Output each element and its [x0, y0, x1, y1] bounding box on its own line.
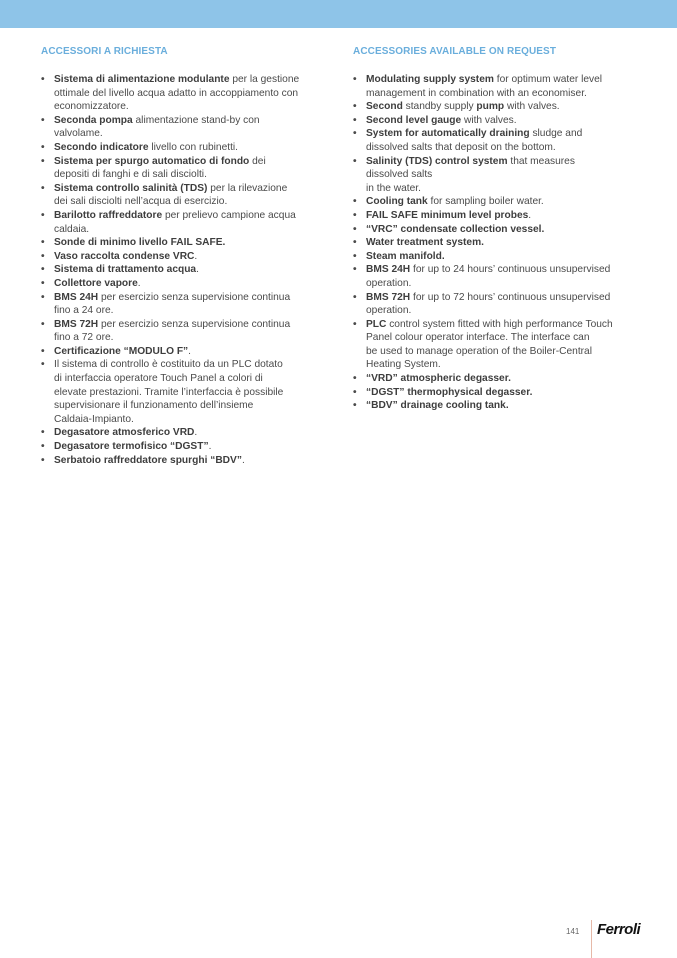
list-item	[353, 127, 643, 154]
item-text: per la rilevazione dei sali disciolti nell’acqua di esercizio.	[54, 182, 288, 208]
item-bold-text: Certificazione “MODULO F”	[54, 345, 189, 357]
item-text: for up to 24 hours’ continuous unsupervised operation.	[366, 264, 611, 289]
item-text: for sampling boiler water.	[427, 196, 544, 208]
item-text: .	[188, 345, 191, 357]
item-text: .	[528, 209, 532, 221]
item-bold-text: Water treatment system.	[366, 237, 484, 249]
list-item	[353, 291, 643, 318]
item-bold-text: BMS 24H	[366, 264, 411, 276]
item-bold-text: Sistema di alimentazione modulante	[54, 74, 230, 85]
list-item	[353, 318, 643, 372]
item-text: per esercizio senza supervisione continua fino a 72 ore.	[54, 318, 291, 344]
item-text: .	[196, 264, 199, 276]
top-color-bar	[0, 0, 677, 28]
ferroli-logo: Ferroli	[597, 921, 641, 938]
item-text: per prelievo campione acqua caldaia.	[54, 209, 296, 235]
item-text: .	[241, 454, 245, 466]
english-accessories-list	[353, 73, 643, 413]
item-bold-text: “DGST” thermophysical degasser.	[366, 386, 533, 398]
italian-heading: ACCESSORI A RICHIESTA	[41, 46, 168, 57]
list-item	[41, 358, 326, 426]
item-text: that measures dissolved salts in the water.	[366, 155, 575, 194]
item-bold-text: Sonde di minimo livello FAIL SAFE.	[54, 237, 226, 249]
list-item	[353, 195, 643, 209]
item-bold-text: BMS 72H	[366, 291, 411, 303]
list-item	[41, 345, 326, 359]
english-heading: ACCESSORIES AVAILABLE ON REQUEST	[353, 46, 557, 57]
list-item	[41, 236, 326, 250]
item-bold-text: Barilotto raffreddatore	[54, 209, 163, 221]
item-text: for up to 72 hours’ continuous unsupervised operation.	[366, 291, 611, 317]
list-item	[41, 263, 326, 277]
item-bold-text: BMS 24H	[54, 291, 99, 303]
item-text: sludge and dissolved salts that deposit on the bottom.	[366, 128, 583, 153]
item-bold-text: Sistema di trattamento acqua	[54, 264, 197, 276]
item-text: .	[194, 427, 198, 439]
item-bold-text: Modulating supply system	[366, 74, 494, 85]
list-item	[41, 114, 326, 141]
item-bold-text: Sistema per spurgo automatico di fondo	[54, 155, 250, 167]
item-bold-text: Degasatore atmosferico VRD	[54, 427, 195, 439]
italian-accessories-list	[41, 73, 326, 467]
item-bold-text: BMS 72H	[54, 318, 99, 330]
item-text: control system fitted with high performance Touch Panel colour operator interface. The interface can be used to manage operation of the Boiler-Central Heating System.	[366, 318, 613, 371]
item-bold-text: Second	[366, 101, 403, 113]
item-bold-text: “VRD” atmospheric degasser.	[366, 373, 511, 385]
item-bold-text: pump	[476, 101, 505, 113]
item-text: dei depositi di fanghi e di sali disciolti.	[54, 155, 266, 181]
item-bold-text: Salinity (TDS) control system	[366, 155, 508, 167]
item-text: standby supply	[402, 101, 477, 113]
item-bold-text: Second level gauge	[366, 114, 462, 126]
list-item	[353, 236, 643, 250]
item-bold-text: FAIL SAFE minimum level probes	[366, 209, 529, 221]
list-item	[41, 182, 326, 209]
item-text: Il sistema di controllo è costituito da un PLC dotato di interfaccia operatore Touch Panel a colori di elevate prestazioni. Tramite l’interfaccia è possibile supervisionare il funzionamento dell’insieme Caldaia-Impianto.	[54, 359, 284, 425]
list-item	[353, 114, 643, 128]
list-item	[353, 386, 643, 400]
footer-divider	[591, 920, 592, 958]
item-bold-text: Secondo indicatore	[54, 141, 149, 153]
italian-column	[41, 46, 326, 467]
item-text: with valves.	[504, 101, 560, 113]
item-text: .	[208, 441, 212, 453]
list-item	[353, 399, 643, 413]
list-item	[41, 250, 326, 264]
item-bold-text: Cooling tank	[366, 196, 428, 208]
item-bold-text: Seconda pompa	[54, 114, 133, 126]
item-text: per la gestione ottimale del livello acqua adatto in accoppiamento con economizzatore.	[54, 74, 300, 113]
list-item	[41, 291, 326, 318]
list-item	[41, 155, 326, 182]
item-bold-text: PLC	[366, 318, 387, 330]
item-bold-text: System for automatically draining	[366, 128, 530, 140]
item-bold-text: Vaso raccolta condense VRC	[54, 250, 195, 262]
item-text: with valves.	[461, 114, 517, 126]
list-item	[41, 73, 326, 114]
list-item	[41, 277, 326, 291]
page-number: 141	[566, 927, 580, 936]
item-bold-text: Steam manifold.	[366, 250, 445, 262]
list-item	[353, 73, 643, 100]
item-bold-text: “BDV” drainage cooling tank.	[366, 400, 509, 412]
english-column	[353, 46, 643, 413]
list-item	[353, 209, 643, 223]
list-item	[353, 250, 643, 264]
list-item	[353, 223, 643, 237]
item-bold-text: “VRC” condensate collection vessel.	[366, 223, 545, 235]
item-text: alimentazione stand-by con valvolame.	[54, 114, 260, 140]
item-bold-text: Sistema controllo salinità (TDS)	[54, 182, 208, 194]
list-item	[41, 440, 326, 454]
list-item	[353, 263, 643, 290]
item-bold-text: Serbatoio raffreddatore spurghi “BDV”	[54, 454, 242, 466]
item-text: per esercizio senza supervisione continua fino a 24 ore.	[54, 291, 291, 317]
item-text: .	[137, 277, 141, 289]
item-bold-text: Degasatore termofisico “DGST”	[54, 441, 209, 453]
list-item	[41, 454, 326, 468]
item-text: livello con rubinetti.	[148, 141, 239, 153]
list-item	[41, 141, 326, 155]
list-item	[353, 100, 643, 114]
item-text: .	[194, 250, 198, 262]
item-text: for optimum water level management in combination with an economiser.	[366, 74, 603, 99]
list-item	[41, 426, 326, 440]
list-item	[353, 372, 643, 386]
list-item	[353, 155, 643, 196]
list-item	[41, 318, 326, 345]
list-item	[41, 209, 326, 236]
item-bold-text: Collettore vapore	[54, 277, 138, 289]
